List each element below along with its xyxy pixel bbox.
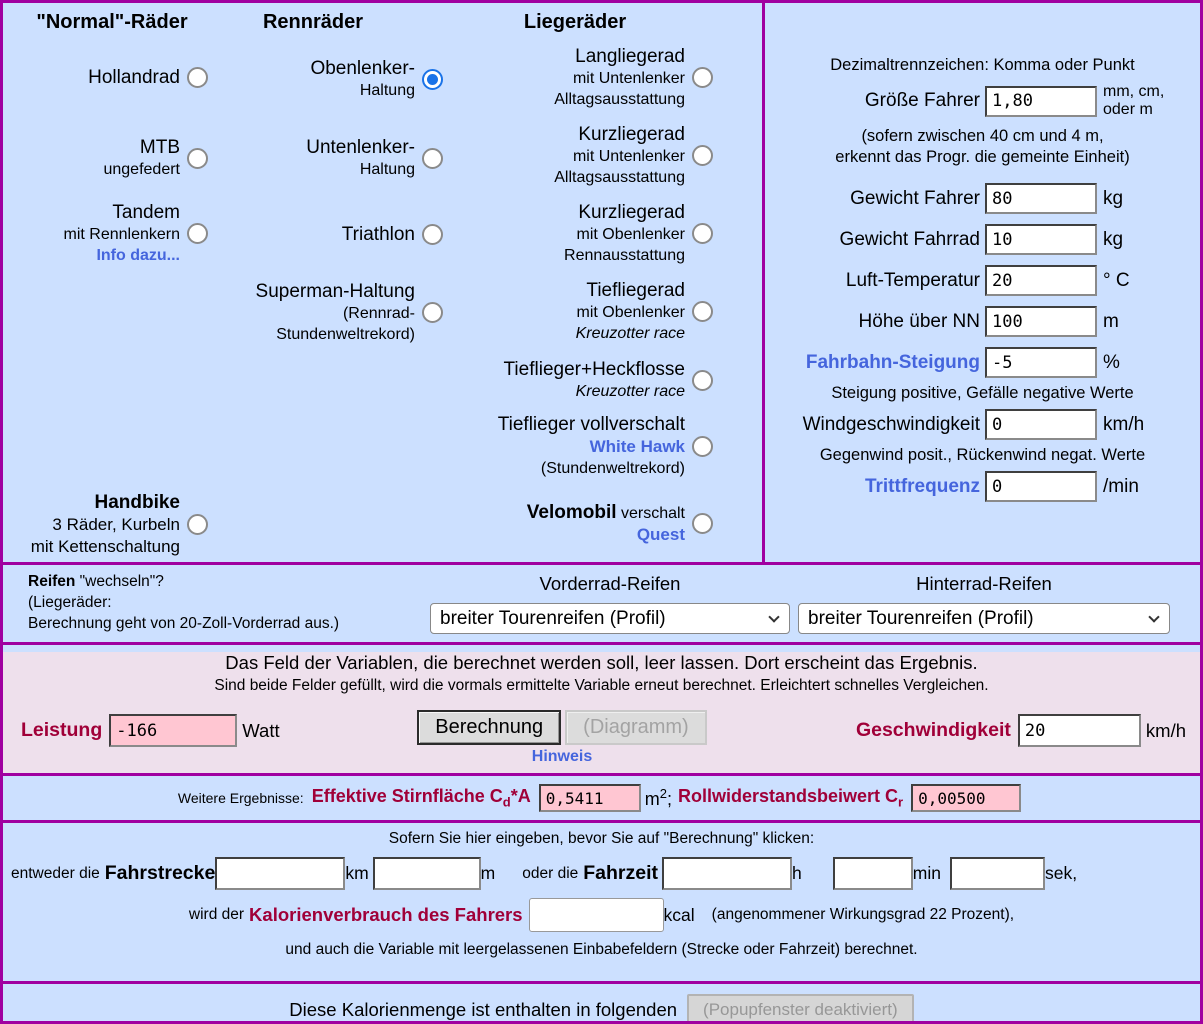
param-row-gewicht-fahrer xyxy=(765,183,1200,214)
param-row-groesse: Größe Fahrer 1,80 mm, cm, oder m xyxy=(765,83,1200,119)
bike-option-mtb xyxy=(103,136,208,180)
trittfrequenz-input[interactable] xyxy=(985,471,1097,502)
min-unit: min xyxy=(912,863,941,883)
sek-unit: sek, xyxy=(1044,863,1078,883)
radio-kurzliegerad-obenlenker[interactable] xyxy=(692,223,713,244)
m-unit: m xyxy=(480,863,496,883)
bike-label: Tieflieger vollverschalt xyxy=(497,414,685,435)
calc-instruction-line1: Das Feld der Variablen, die berechnet werden soll, leer lassen. Dort erscheint das Ergebnis. xyxy=(225,652,978,673)
hoehe-unit: m xyxy=(1103,310,1119,332)
bike-label: Untenlenker- xyxy=(306,137,415,158)
bike-sublabel: 3 Räder, Kurbeln xyxy=(52,515,180,534)
luft-temperatur-input[interactable] xyxy=(985,265,1097,296)
radio-triathlon[interactable] xyxy=(422,224,443,245)
radio-velomobil[interactable] xyxy=(692,513,713,534)
bike-sublabel: Alltagsausstattung xyxy=(554,169,685,186)
wind-unit: km/h xyxy=(1103,413,1145,435)
fahrstrecke-km-input[interactable] xyxy=(215,857,345,890)
bike-option-untenlenker xyxy=(306,136,443,180)
luft-temperatur-unit: ° C xyxy=(1103,269,1130,291)
kalorienverbrauch-label: Kalorienverbrauch des Fahrers xyxy=(249,904,523,925)
slope-note: Steigung positive, Gefälle negative Werte xyxy=(831,384,1134,402)
param-row-trittfrequenz xyxy=(765,471,1200,502)
geschwindigkeit-input[interactable] xyxy=(1018,714,1141,747)
kcal-unit: kcal xyxy=(663,904,695,925)
hoehe-label: Höhe über NN xyxy=(858,310,980,332)
gewicht-fahrrad-input[interactable] xyxy=(985,224,1097,255)
bike-sublabel: verschalt xyxy=(616,505,685,522)
wird-der-text: wird der xyxy=(188,906,245,923)
bike-label: Velomobil xyxy=(526,502,617,523)
bike-label: Triathlon xyxy=(341,224,415,245)
decimal-separator-note: Dezimaltrennzeichen: Komma oder Punkt xyxy=(830,56,1135,74)
cr-label: Rollwiderstandsbeiwert $C_r$ xyxy=(677,786,904,810)
trittfrequenz-link[interactable]: Trittfrequenz xyxy=(864,475,980,497)
wind-label: Windgeschwindigkeit xyxy=(802,413,980,435)
steigung-input[interactable] xyxy=(985,347,1097,378)
calories-outro: und auch die Variable mit leergelassenen Einbabefeldern (Strecke oder Fahrzeit) berechnet. xyxy=(285,941,918,958)
kcal-input[interactable] xyxy=(529,898,664,932)
bike-option-langliegerad xyxy=(554,45,713,110)
rear-tire-label: Hinterrad-Reifen xyxy=(916,573,1052,594)
wind-note: Gegenwind posit., Rückenwind negat. Werte xyxy=(819,446,1146,464)
wind-input[interactable] xyxy=(985,409,1097,440)
groesse-input[interactable] xyxy=(985,86,1097,117)
bike-option-obenlenker xyxy=(310,57,443,101)
radio-heckflosse[interactable] xyxy=(692,370,713,391)
quest-link[interactable]: Quest xyxy=(636,525,685,544)
chevron-down-icon xyxy=(1148,611,1159,622)
fahrbahn-steigung-link[interactable]: Fahrbahn-Steigung xyxy=(805,351,980,373)
radio-untenlenker[interactable] xyxy=(422,148,443,169)
gewicht-fahrer-input[interactable] xyxy=(985,183,1097,214)
column-header-rennraeder: Rennräder xyxy=(262,11,364,33)
hoehe-input[interactable] xyxy=(985,306,1097,337)
param-row-steigung xyxy=(765,347,1200,378)
bike-sublabel: (Stundenweltrekord) xyxy=(540,460,685,477)
bike-sublabel: mit Obenlenker xyxy=(576,226,685,243)
front-tire-label: Vorderrad-Reifen xyxy=(539,573,681,594)
berechnung-button[interactable]: Berechnung xyxy=(417,710,561,745)
bike-sublabel: mit Rennlenkern xyxy=(63,226,180,243)
bike-label: Handbike xyxy=(94,492,180,513)
tire-info-text: Reifen "wechseln"? (Liegeräder: Berechnung geht von 20-Zoll-Vorderrad aus.) xyxy=(28,573,340,632)
further-results-row xyxy=(3,776,1200,823)
bike-sublabel: mit Untenlenker xyxy=(572,148,685,165)
parameters-panel xyxy=(765,3,1200,562)
luft-temperatur-label: Luft-Temperatur xyxy=(845,269,980,291)
radio-mtb[interactable] xyxy=(187,148,208,169)
results-prefix: Weitere Ergebnisse: xyxy=(177,790,304,806)
bike-option-heckflosse xyxy=(504,358,713,402)
radio-superman[interactable] xyxy=(422,302,443,323)
bike-option-tiefliegerad xyxy=(576,279,713,344)
distance-time-row xyxy=(3,857,1200,890)
calc-buttons xyxy=(397,710,727,766)
radio-hollandrad[interactable] xyxy=(187,67,208,88)
kcal-row xyxy=(3,898,1200,932)
info-dazu-link[interactable]: Info dazu... xyxy=(96,247,180,264)
bike-sublabel: ungefedert xyxy=(103,161,180,178)
white-hawk-link[interactable]: White Hawk xyxy=(589,437,685,456)
fahrzeit-h-input[interactable] xyxy=(662,857,792,890)
leistung-input[interactable] xyxy=(109,714,237,747)
front-tire-select[interactable]: breiter Tourenreifen (Profil) xyxy=(430,603,790,634)
bike-option-hollandrad xyxy=(88,66,208,89)
speed-group xyxy=(856,714,1186,747)
calories-section xyxy=(3,830,1200,984)
fahrzeit-min-input[interactable] xyxy=(833,857,913,890)
bike-label: Tandem xyxy=(112,202,180,223)
calculation-section xyxy=(3,652,1200,776)
param-row-luft-temperatur xyxy=(765,265,1200,296)
bike-sublabel: (Rennrad- xyxy=(342,305,415,322)
bike-sublabel: Haltung xyxy=(359,82,415,99)
gewicht-fahrer-label: Gewicht Fahrer xyxy=(850,187,980,209)
trittfrequenz-unit: /min xyxy=(1103,475,1139,497)
bike-option-kurzliegerad-untenlenker xyxy=(554,123,713,188)
fahrzeit-label: Fahrzeit xyxy=(583,862,659,884)
or-text: oder die xyxy=(522,864,579,882)
tires-row xyxy=(3,565,1200,645)
size-note-line1: (sofern zwischen 40 cm und 4 m, xyxy=(861,127,1104,145)
diagramm-button: (Diagramm) xyxy=(565,710,707,745)
hinweis-link[interactable]: Hinweis xyxy=(531,748,593,765)
bike-sublabel: mit Untenlenker xyxy=(572,70,685,87)
leistung-label: Leistung xyxy=(21,719,103,741)
bike-variant-label: Kreuzotter race xyxy=(575,383,685,400)
either-text: entweder die xyxy=(11,864,100,882)
power-group xyxy=(21,714,280,747)
bike-sublabel: Alltagsausstattung xyxy=(554,91,685,108)
fahrstrecke-label: Fahrstrecke xyxy=(104,862,216,884)
efficiency-note: (angenommener Wirkungsgrad 22 Prozent), xyxy=(711,906,1015,923)
bike-option-kurzliegerad-obenlenker xyxy=(564,201,713,266)
bike-label: Langliegerad xyxy=(575,46,685,67)
fahrstrecke-m-input[interactable] xyxy=(373,857,481,890)
km-unit: km xyxy=(345,863,369,883)
radio-tandem[interactable] xyxy=(187,223,208,244)
geschwindigkeit-label: Geschwindigkeit xyxy=(855,719,1011,741)
kmh-unit: km/h xyxy=(1145,719,1186,741)
gewicht-fahrrad-unit: kg xyxy=(1103,228,1124,250)
bike-option-handbike xyxy=(31,491,208,558)
size-note-line2: erkennt das Progr. die gemeinte Einheit) xyxy=(835,148,1130,166)
bike-label: MTB xyxy=(139,137,180,158)
radio-langliegerad[interactable] xyxy=(692,67,713,88)
radio-kurzliegerad-untenlenker[interactable] xyxy=(692,145,713,166)
bike-label: Kurzliegerad xyxy=(578,124,685,145)
radio-tiefliegerad[interactable] xyxy=(692,301,713,322)
column-header-normal: "Normal"-Räder xyxy=(36,11,188,33)
cda-label: Effektive Stirnfläche $C_d*A$ xyxy=(311,786,531,810)
bike-label: Tieflieger+Heckflosse xyxy=(503,359,685,380)
bike-type-panel xyxy=(3,3,765,562)
bike-sublabel: Rennausstattung xyxy=(564,247,685,264)
calories-intro: Sofern Sie hier eingeben, bevor Sie auf "Berechnung" klicken: xyxy=(388,830,815,847)
groesse-label: Größe Fahrer xyxy=(864,90,980,111)
rear-tire-select[interactable]: breiter Tourenreifen (Profil) xyxy=(798,603,1170,634)
fahrzeit-sek-input[interactable] xyxy=(950,857,1045,890)
bike-option-vollverschalt xyxy=(498,413,713,479)
popup-text: Diese Kalorienmenge ist enthalten in folgenden xyxy=(289,998,678,1020)
bike-label: Kurzliegerad xyxy=(578,202,685,223)
param-row-hoehe xyxy=(765,306,1200,337)
bike-label: Tiefliegerad xyxy=(586,280,685,301)
radio-handbike[interactable] xyxy=(187,514,208,535)
groesse-unit: mm, cm, xyxy=(1103,83,1165,100)
bike-sublabel: mit Kettenschaltung xyxy=(30,537,180,556)
bike-label: Superman-Haltung xyxy=(255,281,415,302)
param-row-gewicht-fahrrad xyxy=(765,224,1200,255)
calc-instruction-line2: Sind beide Felder gefüllt, wird die vormals ermittelte Variable erneut berechnet. Erleichtert schnelles Vergleichen. xyxy=(214,677,989,694)
bike-sublabel: Haltung xyxy=(359,161,415,178)
steigung-unit: % xyxy=(1103,351,1120,373)
cda-unit: $m^2$; xyxy=(644,786,672,809)
watt-unit: Watt xyxy=(242,719,280,741)
popup-row xyxy=(3,984,1200,1024)
gewicht-fahrer-unit: kg xyxy=(1103,187,1124,209)
bike-label: Hollandrad xyxy=(88,67,180,88)
bike-label: Obenlenker- xyxy=(310,58,415,79)
bike-option-tandem xyxy=(64,201,209,266)
radio-vollverschalt[interactable] xyxy=(692,436,713,457)
gewicht-fahrrad-label: Gewicht Fahrrad xyxy=(839,228,980,250)
popup-disabled-button: (Popupfenster deaktiviert) xyxy=(687,994,914,1024)
bike-sublabel: mit Obenlenker xyxy=(576,304,685,321)
param-row-wind xyxy=(765,409,1200,440)
cda-input[interactable] xyxy=(539,784,641,812)
radio-obenlenker-selected[interactable] xyxy=(422,69,443,90)
h-unit: h xyxy=(792,863,802,883)
column-header-liegeraeder: Liegeräder xyxy=(523,11,627,33)
bike-option-superman xyxy=(256,280,443,345)
chevron-down-icon xyxy=(768,611,779,622)
bike-sublabel: Stundenweltrekord) xyxy=(276,326,415,343)
bike-variant-label: Kreuzotter race xyxy=(575,325,685,342)
top-section xyxy=(3,3,1200,565)
cr-input[interactable] xyxy=(911,784,1021,812)
bike-option-triathlon xyxy=(342,223,443,246)
bike-option-velomobil xyxy=(527,501,713,546)
